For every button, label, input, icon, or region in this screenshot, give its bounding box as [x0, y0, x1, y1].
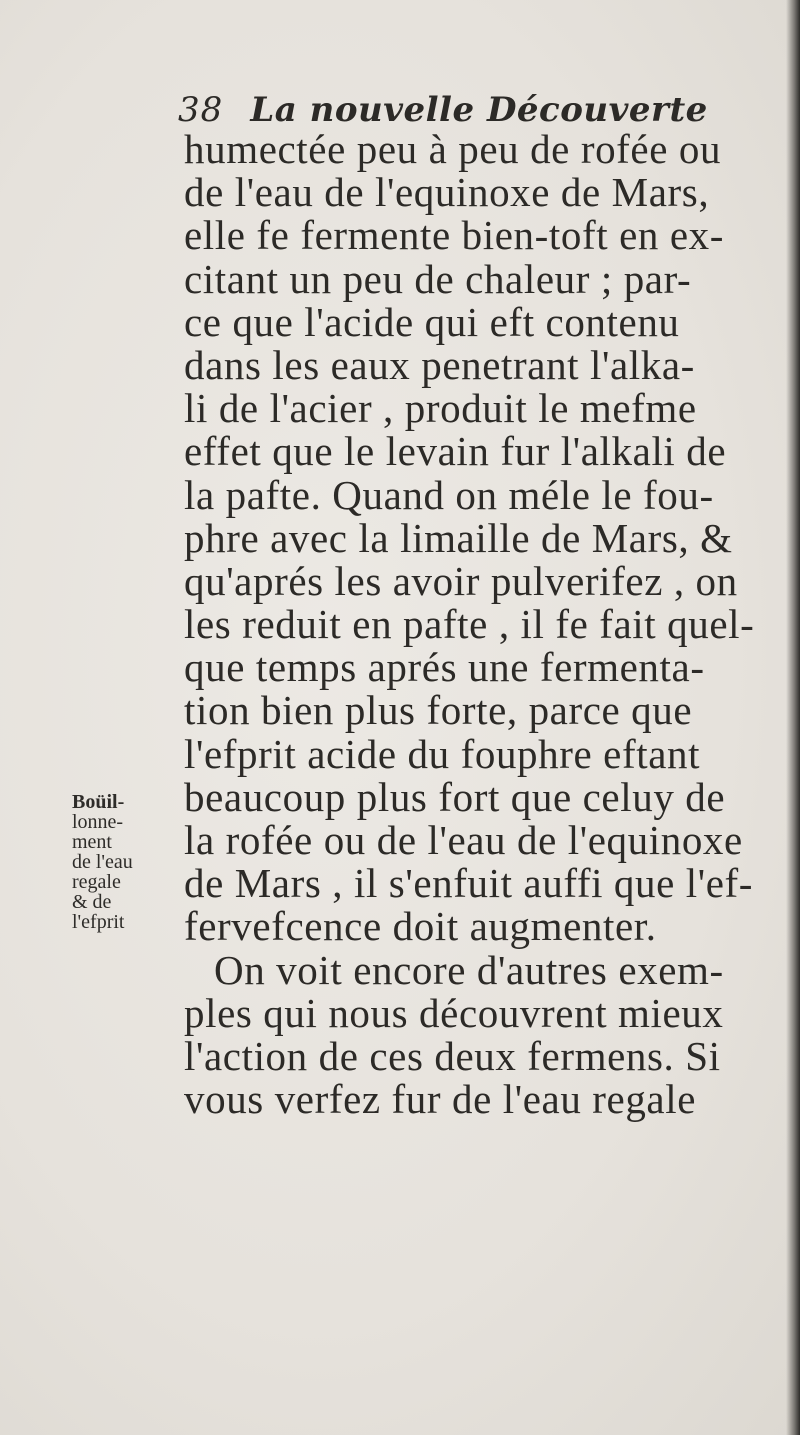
text-line: effet que le levain fur l'alkali de: [184, 428, 727, 475]
text-line: que temps aprés une fermenta-: [184, 644, 705, 691]
text-line: l'action de ces deux fermens. Si: [184, 1032, 721, 1079]
margin-note-line: l'efprit: [72, 911, 125, 933]
text-line: la rofée ou de l'eau de l'equinoxe: [184, 817, 743, 863]
text-line: li de l'acier , produit le mefme: [184, 385, 697, 432]
page-edge-shadow: [786, 0, 800, 1435]
text-line: l'efprit acide du fouphre eftant: [184, 730, 701, 777]
text-line: vous verfez fur de l'eau regale: [184, 1076, 697, 1123]
body-text: [184, 128, 784, 1121]
paragraph-start-line: On voit encore d'autres exem-: [214, 946, 724, 993]
text-line: dans les eaux penetrant l'alka-: [184, 341, 695, 388]
text-line: humectée peu à peu de rofée ou: [184, 126, 722, 172]
page-number: 38: [178, 90, 224, 130]
running-title: La nouvelle Découverte: [250, 90, 708, 130]
text-line: qu'aprés les avoir pulverifez , on: [184, 557, 738, 604]
text-line: elle fe fermente bien-toft en ex-: [184, 212, 724, 259]
margin-note-line: de l'eau: [72, 851, 133, 873]
text-line: la pafte. Quand on méle le fou-: [184, 471, 714, 518]
margin-note-line: regale: [72, 871, 121, 893]
text-line: les reduit en pafte , il fe fait quel-: [184, 601, 755, 648]
text-line: ce que l'acide qui eft contenu: [184, 298, 680, 345]
text-line: beaucoup plus fort que celuy de: [184, 773, 726, 820]
text-line: de l'eau de l'equinoxe de Mars,: [184, 169, 710, 216]
text-line: tion bien plus forte, parce que: [184, 687, 693, 734]
text-line: de Mars , il s'enfuit auffi que l'ef-: [184, 860, 754, 907]
margin-note-line: lonne-: [72, 811, 124, 833]
margin-note: [72, 792, 172, 932]
text-line: phre avec la limaille de Mars, &: [184, 514, 733, 561]
margin-note-line: Boüil-: [72, 791, 125, 813]
margin-note-line: ment: [72, 831, 112, 853]
margin-note-line: & de: [72, 891, 112, 913]
text-line: ples qui nous découvrent mieux: [184, 989, 724, 1036]
text-line: citant un peu de chaleur ; par-: [184, 255, 692, 302]
text-line: fervefcence doit augmenter.: [184, 903, 657, 950]
